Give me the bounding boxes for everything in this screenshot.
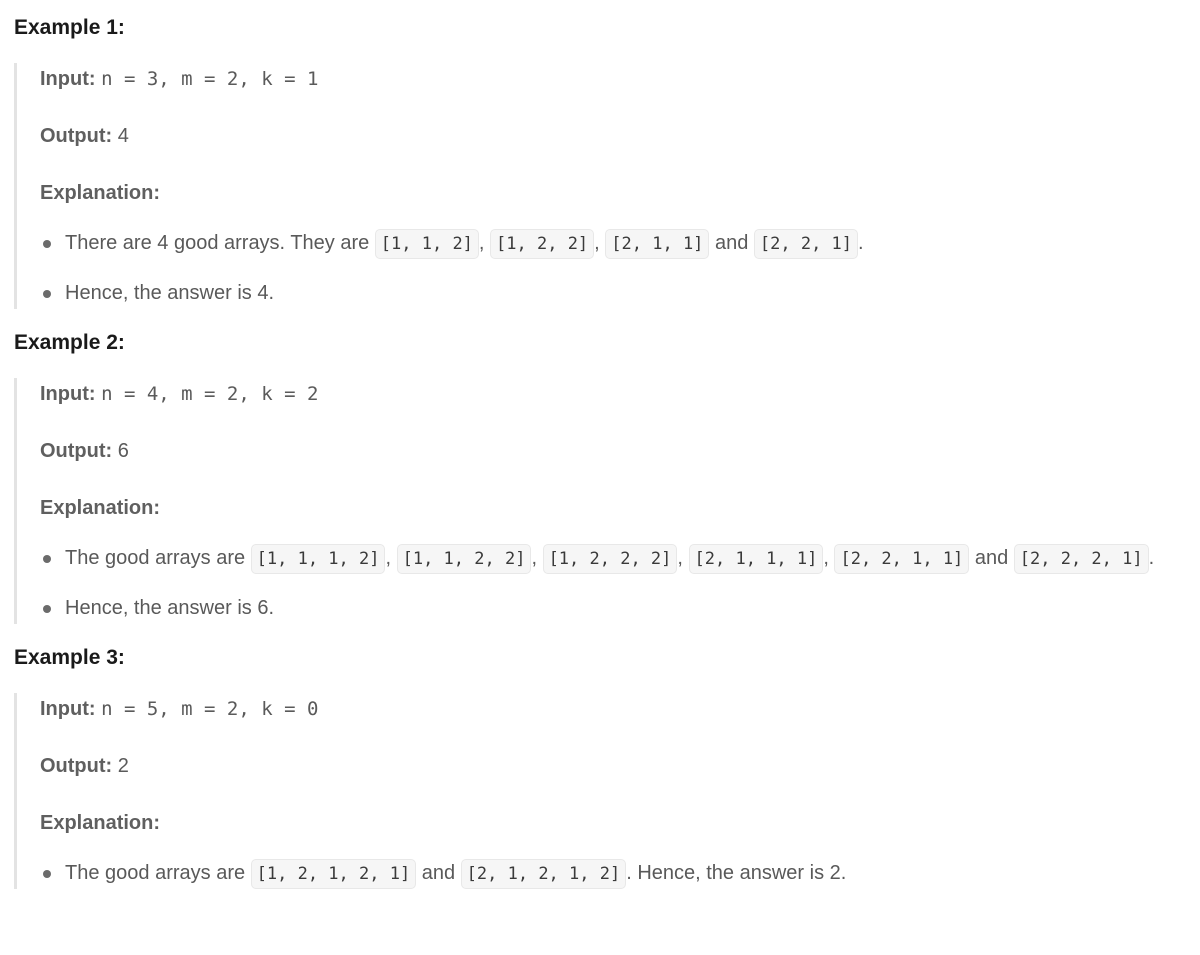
code-array: [2, 2, 1, 1] — [834, 544, 969, 574]
example-3-output — [40, 750, 1200, 782]
example-3-title: Example 3: — [14, 646, 125, 669]
bullet-text: The good arrays are — [65, 862, 251, 884]
example-1-title: Example 1: — [14, 16, 125, 39]
example-2-explanation-label — [40, 492, 1200, 524]
code-array: [1, 1, 2] — [375, 229, 479, 259]
input-label: Input: — [40, 68, 96, 90]
code-array: [1, 1, 2, 2] — [397, 544, 532, 574]
code-array: [1, 1, 1, 2] — [251, 544, 386, 574]
input-value: n = 3, m = 2, k = 1 — [101, 68, 319, 90]
input-value: n = 4, m = 2, k = 2 — [101, 383, 319, 405]
explanation-label: Explanation: — [40, 497, 161, 519]
separator: and — [709, 232, 754, 254]
example-3-explanation-list — [40, 857, 1200, 889]
bullet-text: There are 4 good arrays. They are — [65, 232, 375, 254]
code-array: [2, 1, 1, 1] — [689, 544, 824, 574]
separator: , — [531, 547, 543, 569]
code-array: [1, 2, 1, 2, 1] — [251, 859, 417, 889]
list-item: Hence, the answer is 6. — [40, 592, 1200, 624]
example-3-input — [40, 693, 1200, 725]
separator: , — [385, 547, 397, 569]
code-array: [2, 1, 2, 1, 2] — [461, 859, 627, 889]
separator: and — [969, 547, 1014, 569]
example-1-block — [14, 63, 1200, 309]
explanation-label: Explanation: — [40, 182, 161, 204]
output-value: 4 — [117, 125, 129, 147]
output-value: 2 — [117, 755, 129, 777]
example-1-explanation-label — [40, 177, 1200, 209]
example-2-block — [14, 378, 1200, 624]
separator: and — [416, 862, 461, 884]
input-value: n = 5, m = 2, k = 0 — [101, 698, 319, 720]
bullet-suffix: . Hence, the answer is 2. — [626, 862, 847, 884]
input-label: Input: — [40, 383, 96, 405]
example-1-output — [40, 120, 1200, 152]
explanation-label: Explanation: — [40, 812, 161, 834]
code-array: [1, 2, 2, 2] — [543, 544, 678, 574]
bullet-suffix: . — [1148, 547, 1155, 569]
example-2-explanation-list — [40, 542, 1200, 624]
output-label: Output: — [40, 755, 113, 777]
code-array: [2, 2, 2, 1] — [1014, 544, 1149, 574]
output-label: Output: — [40, 440, 113, 462]
code-array: [2, 2, 1] — [754, 229, 858, 259]
input-label: Input: — [40, 698, 96, 720]
example-3-explanation-label — [40, 807, 1200, 839]
separator: , — [823, 547, 835, 569]
separator: , — [478, 232, 491, 254]
example-2-output — [40, 435, 1200, 467]
list-item: Hence, the answer is 4. — [40, 277, 1200, 309]
output-label: Output: — [40, 125, 113, 147]
example-2-input — [40, 378, 1200, 410]
code-array: [1, 2, 2] — [490, 229, 594, 259]
example-1-input — [40, 63, 1200, 95]
bullet-text: The good arrays are — [65, 547, 251, 569]
code-array: [2, 1, 1] — [605, 229, 709, 259]
separator: , — [677, 547, 689, 569]
example-3-block — [14, 693, 1200, 889]
bullet-suffix: . — [858, 232, 864, 254]
list-item — [40, 227, 1200, 259]
list-item — [40, 857, 1200, 889]
output-value: 6 — [117, 440, 129, 462]
example-2-title: Example 2: — [14, 331, 125, 354]
example-1-explanation-list — [40, 227, 1200, 309]
list-item — [40, 542, 1200, 574]
separator: , — [594, 232, 606, 254]
